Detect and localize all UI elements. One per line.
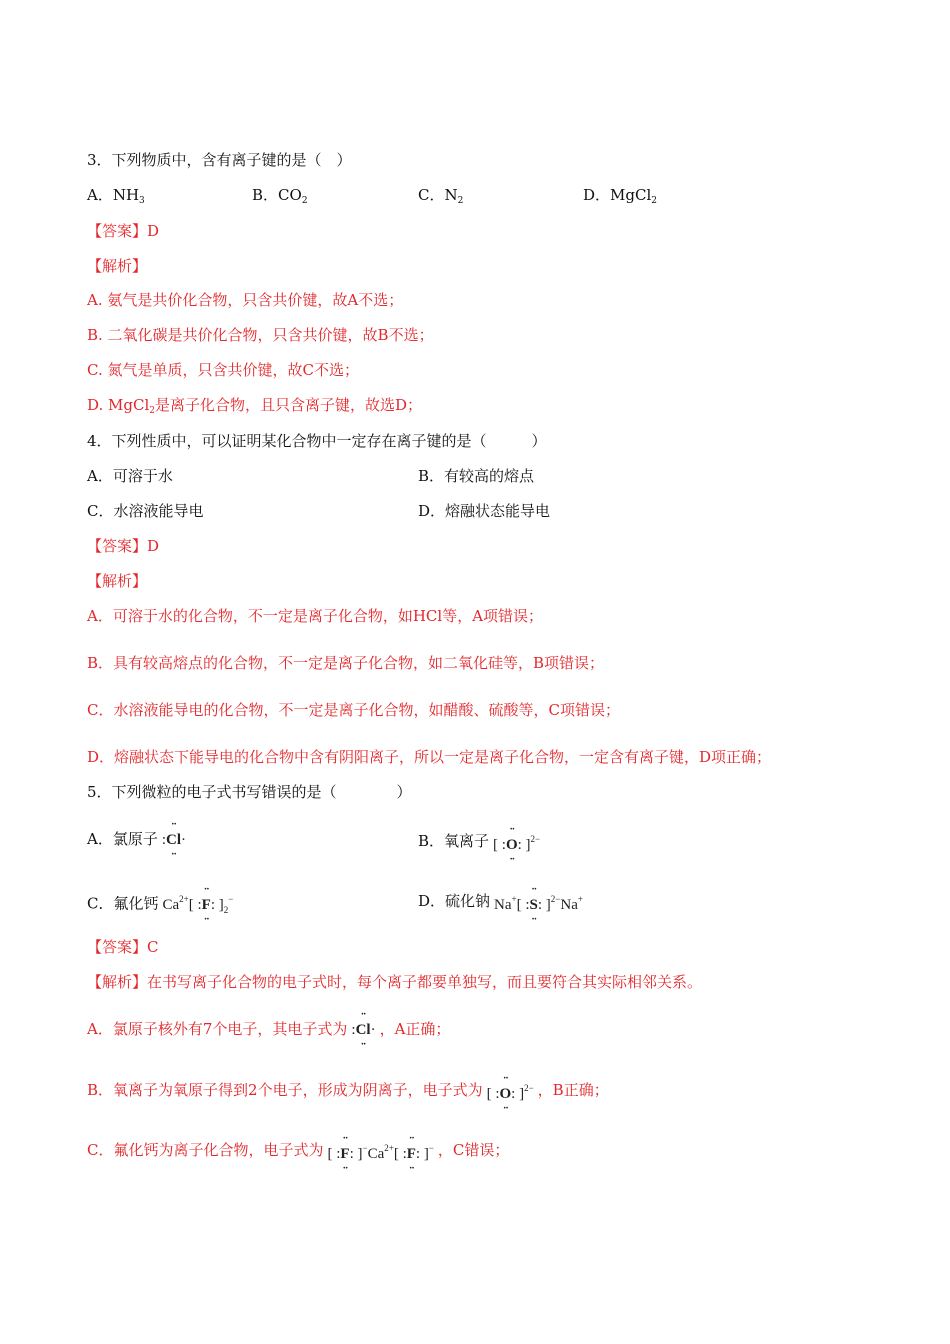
element-symbol: ·· O ·· [500, 1084, 512, 1104]
electron-formula [327, 1138, 433, 1164]
formula-part: [ : [327, 1146, 341, 1162]
charge: 2− [550, 894, 561, 904]
q3-analysis-d [87, 395, 422, 421]
q4-analysis-d: D．熔融状态下能导电的化合物中含有阴阳离子，所以一定是离子化合物，一定含有离子键，D项正确； [87, 748, 772, 766]
formula-part: [ : [188, 897, 202, 913]
electron-formula [493, 829, 540, 855]
text: 是离子化合物，且只含离子键，故选D； [155, 396, 423, 414]
q3-analysis-c: C. 氮气是单质，只含共价键，故C不选； [87, 361, 359, 379]
formula-part: : ] [349, 1146, 363, 1162]
electron-formula [487, 1078, 534, 1104]
q3-answer: 【答案】D [87, 222, 160, 240]
option-label: D．MgCl [583, 186, 652, 204]
option-label: B．CO [252, 186, 302, 204]
subscript: 2 [149, 406, 155, 416]
q5-option-d [418, 889, 587, 915]
charge: − [362, 1143, 368, 1153]
charge: − [228, 894, 234, 904]
subscript: 2 [223, 905, 229, 915]
q3-analysis-b: B. 二氧化碳是共价化合物，只含共价键，故B不选； [87, 326, 434, 344]
q5-analysis-b [87, 1078, 609, 1104]
electron-formula [162, 830, 186, 850]
electron-formula [494, 889, 583, 915]
formula-part: [ : [493, 837, 506, 853]
formula-part: [ : [486, 1086, 500, 1102]
q3-analysis-title: 【解析】 [87, 257, 148, 275]
element-symbol: ·· S ·· [530, 895, 538, 915]
text: D. MgCl [87, 396, 150, 414]
charge: 2− [530, 834, 541, 844]
q4-answer: 【答案】D [87, 537, 160, 555]
q3-option-d [583, 185, 657, 211]
q4-stem: 4．下列性质中，可以证明某化合物中一定存在离子键的是（ ） [87, 432, 547, 450]
formula-part: · [370, 1022, 376, 1038]
element-symbol: ·· Cl ·· [166, 830, 181, 850]
text: ，C错误； [437, 1141, 510, 1159]
q4-analysis-title: 【解析】 [87, 572, 148, 590]
formula-part: : ] [517, 837, 531, 853]
text: ，A正确； [379, 1020, 451, 1038]
subscript: 2 [457, 196, 464, 206]
charge: 2− [524, 1083, 534, 1093]
option-label: D．硫化钠 [418, 892, 491, 910]
text: ，B正确； [537, 1081, 609, 1099]
q5-analysis-a [87, 1019, 450, 1040]
q3-option-a [87, 185, 145, 211]
element-symbol: ·· F ·· [407, 1144, 416, 1164]
q5-answer: 【答案】C [87, 938, 159, 956]
text: 在书写离子化合物的电子式时，每个离子都要单独写，而且要符合其实际相邻关系。 [147, 973, 703, 991]
element-symbol: ·· F ·· [340, 1144, 349, 1164]
option-label: A．氯原子 [87, 830, 158, 848]
q5-analysis-c [87, 1138, 509, 1164]
formula-part: · [181, 832, 187, 848]
formula-part: Ca [367, 1146, 385, 1162]
charge: + [577, 894, 583, 904]
option-label: C．氟化钙 [87, 894, 159, 913]
q5-analysis-intro [87, 972, 702, 992]
formula-part: : [161, 832, 167, 848]
q3-option-b [252, 185, 308, 211]
q4-option-a: A．可溶于水 [87, 467, 173, 485]
q4-option-d: D．熔融状态能导电 [418, 502, 551, 520]
q4-option-b: B．有较高的熔点 [418, 467, 535, 485]
formula-part: Na [494, 897, 512, 913]
subscript: 2 [301, 196, 308, 206]
q4-analysis-a: A．可溶于水的化合物，不一定是离子化合物，如HCl等，A项错误； [87, 607, 544, 625]
formula-part: Ca [162, 897, 180, 913]
charge: 2+ [179, 894, 189, 904]
formula-part: : ] [415, 1146, 429, 1162]
text: B．氧离子为氧原子得到2个电子，形成为阴离子，电子式为 [87, 1081, 483, 1099]
q5-option-b [418, 829, 544, 855]
q3-analysis-a: A. 氨气是共价化合物，只含共价键，故A不选； [87, 291, 404, 309]
charge: − [428, 1143, 434, 1153]
text: A．氯原子核外有7个电子，其电子式为 [87, 1020, 348, 1038]
analysis-title: 【解析】 [87, 973, 148, 991]
charge: 2+ [384, 1143, 394, 1153]
q4-option-c: C．水溶液能导电 [87, 502, 204, 520]
q4-analysis-c: C．水溶液能导电的化合物，不一定是离子化合物，如醋酸、硫酸等，C项错误； [87, 701, 620, 719]
formula-part: : ] [511, 1086, 525, 1102]
q4-analysis-b: B．具有较高熔点的化合物，不一定是离子化合物，如二氧化硅等，B项错误； [87, 654, 605, 672]
electron-formula [162, 889, 233, 920]
formula-part: : ] [210, 897, 224, 913]
formula-part: Na [560, 897, 578, 913]
formula-part: [ : [393, 1146, 407, 1162]
q5-option-a [87, 829, 190, 850]
q5-stem: 5．下列微粒的电子式书写错误的是（ ） [87, 783, 412, 801]
element-symbol: ·· O ·· [506, 835, 518, 855]
q3-option-c [418, 185, 463, 211]
text: C．氟化钙为离子化合物，电子式为 [87, 1141, 324, 1159]
option-label: C．N [418, 186, 458, 204]
formula-part: [ : [516, 897, 530, 913]
subscript: 2 [651, 196, 657, 206]
charge: + [511, 894, 517, 904]
option-label: A．NH [87, 186, 140, 204]
element-symbol: ·· Cl ·· [356, 1020, 371, 1040]
formula-part: : [351, 1022, 356, 1038]
element-symbol: ·· F ·· [202, 895, 211, 915]
option-label: B．氧离子 [418, 832, 490, 850]
formula-part: : ] [537, 897, 551, 913]
subscript: 3 [139, 196, 145, 206]
q3-stem: 3．下列物质中，含有离子键的是（ ） [87, 151, 352, 169]
electron-formula [351, 1020, 375, 1040]
q5-option-c [87, 889, 237, 920]
